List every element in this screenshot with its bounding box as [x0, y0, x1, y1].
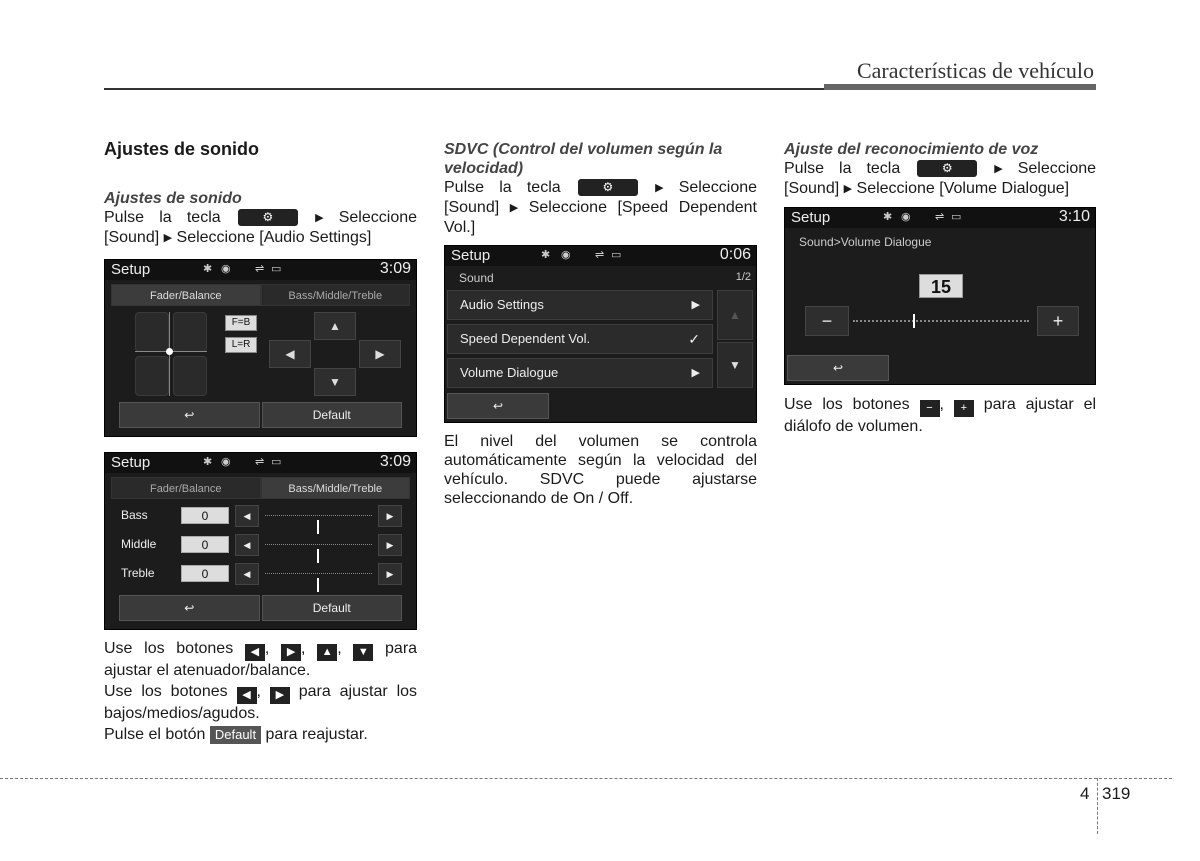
bluetooth-icon: ✱ — [203, 263, 213, 275]
screen-bass-middle-treble — [104, 452, 417, 630]
setup-key-gear-icon: ⚙ — [238, 209, 298, 226]
scroll-up-button[interactable] — [717, 290, 753, 340]
bluetooth-icon: ✱ — [541, 249, 551, 261]
tab-bass-middle-treble[interactable]: Bass/Middle/Treble — [261, 284, 411, 306]
column-sound-settings — [104, 140, 417, 248]
default-button-icon: Default — [210, 726, 261, 744]
screen-status-bar — [445, 246, 756, 266]
plus-button-icon: + — [954, 400, 974, 417]
back-button[interactable] — [119, 595, 260, 621]
left-button-icon: ◀ — [237, 687, 257, 704]
back-arrow-icon: ↩ — [492, 399, 504, 413]
screen-status-bar — [105, 260, 416, 280]
triangle-left-icon: ◀ — [285, 347, 295, 361]
usb-icon: ⇌ — [595, 249, 605, 261]
screen-title: Setup — [111, 261, 151, 278]
minus-button-icon: − — [920, 400, 940, 417]
header-accent-bar — [824, 84, 1096, 90]
triangle-up-icon: ▲ — [729, 308, 741, 322]
breadcrumb: Sound>Volume Dialogue — [799, 235, 932, 249]
sdvc-description: El nivel del volumen se controla automáticamente según la velocidad del vehículo. SDVC puede ajustarse seleccionando de On / Off. — [444, 433, 757, 507]
setup-key-gear-icon: ⚙ — [578, 179, 638, 196]
decrease-button[interactable]: ◀ — [235, 534, 259, 556]
fader-front-button[interactable] — [314, 312, 356, 340]
eq-slider-thumb[interactable] — [317, 578, 319, 592]
right-button-icon: ▶ — [281, 644, 301, 661]
seat-rear-right — [173, 356, 207, 396]
eq-value: 0 — [181, 536, 229, 553]
eq-slider-track[interactable] — [265, 573, 372, 576]
up-button-icon: ▲ — [317, 644, 337, 661]
battery-icon: ▭ — [271, 263, 282, 275]
screen-fader-balance — [104, 259, 417, 437]
page-number: 319 — [1102, 784, 1131, 803]
column-sdvc-body — [444, 432, 757, 508]
breadcrumb: Sound — [459, 271, 494, 285]
minus-button[interactable] — [805, 306, 849, 336]
increase-button[interactable]: ▶ — [378, 563, 402, 585]
screen-status-bar — [105, 453, 416, 473]
instruction-fader: Use los botones ◀ , ▶ , ▲ , ▼ para ajustar el atenuador/balance. — [104, 640, 418, 679]
battery-icon: ▭ — [611, 249, 622, 261]
menu-item-speed-dependent-vol[interactable]: Speed Dependent Vol. ✓ — [447, 324, 713, 354]
volume-slider-thumb[interactable] — [913, 314, 915, 328]
instruction-paragraph: Pulse la tecla ⚙ ▶ Seleccione [Sound] ▶ Seleccione [Speed Dependent Vol.] — [444, 179, 758, 236]
triangle-right-icon: ▶ — [843, 183, 853, 195]
usb-icon: ⇌ — [255, 456, 265, 468]
battery-icon: ▭ — [271, 456, 282, 468]
triangle-down-icon: ▼ — [329, 375, 341, 389]
instruction-paragraph: Pulse la tecla ⚙ ▶ Seleccione [Sound] ▶ Seleccione [Volume Dialogue] — [784, 160, 1097, 197]
left-button-icon: ◀ — [245, 644, 265, 661]
tab-bass-middle-treble[interactable]: Bass/Middle/Treble — [261, 477, 411, 499]
seat-front-left — [135, 312, 169, 352]
default-button[interactable]: Default — [262, 595, 403, 621]
subsection-title: Ajustes de sonido — [104, 190, 242, 207]
scroll-down-button[interactable] — [717, 342, 753, 388]
column-sound-settings-notes — [104, 639, 417, 744]
bluetooth-icon: ✱ — [883, 211, 893, 223]
setup-key-gear-icon: ⚙ — [917, 160, 977, 177]
back-button[interactable] — [447, 393, 549, 419]
plus-button[interactable] — [1037, 306, 1079, 336]
disc-icon: ◉ — [561, 249, 571, 261]
increase-button[interactable]: ▶ — [378, 534, 402, 556]
triangle-right-icon: ▶ — [375, 347, 385, 361]
tab-fader-balance[interactable]: Fader/Balance — [111, 284, 261, 306]
triangle-right-icon: ▶ — [163, 232, 173, 244]
eq-row-middle — [119, 534, 402, 556]
triangle-right-icon: ▶ — [509, 202, 519, 214]
back-arrow-icon: ↩ — [832, 361, 844, 375]
eq-row-bass — [119, 505, 402, 527]
usb-icon: ⇌ — [935, 211, 945, 223]
page-header-title: Características de vehículo — [856, 58, 1094, 83]
eq-label: Middle — [121, 537, 157, 551]
section-title: Ajustes de sonido — [104, 139, 260, 159]
back-arrow-icon: ↩ — [184, 601, 195, 615]
bluetooth-icon: ✱ — [203, 456, 213, 468]
eq-label: Bass — [121, 508, 148, 522]
screen-title: Setup — [451, 247, 491, 264]
volume-value: 15 — [919, 274, 963, 298]
eq-value: 0 — [181, 507, 229, 524]
decrease-button[interactable]: ◀ — [235, 505, 259, 527]
page-indicator: 1/2 — [735, 271, 751, 283]
eq-slider-thumb[interactable] — [317, 520, 319, 534]
seat-rear-left — [135, 356, 169, 396]
chevron-right-icon: ▶ — [691, 367, 700, 379]
right-button-icon: ▶ — [270, 687, 290, 704]
column-voice-recognition-notes — [784, 395, 1096, 436]
instruction-default: Pulse el botón Default para reajustar. — [104, 726, 368, 743]
screen-sound-menu — [444, 245, 757, 423]
instruction-paragraph: Pulse la tecla ⚙ ▶ Seleccione [Sound] ▶ Seleccione [Audio Settings] — [104, 209, 418, 246]
footer-rule — [0, 778, 1172, 779]
disc-icon: ◉ — [221, 456, 231, 468]
screen-status-bar — [785, 208, 1095, 228]
triangle-right-icon: ▶ — [994, 163, 1003, 175]
checkmark-icon[interactable]: ✓ — [688, 331, 700, 347]
usb-icon: ⇌ — [255, 263, 265, 275]
screen-title: Setup — [111, 454, 151, 471]
plus-icon: + — [1052, 311, 1064, 331]
chevron-right-icon: ▶ — [691, 299, 700, 311]
back-button[interactable] — [119, 402, 260, 428]
screen-volume-dialogue — [784, 207, 1096, 385]
tab-bar — [111, 284, 410, 306]
screen-bottom-bar — [119, 402, 402, 428]
triangle-right-icon: ▶ — [315, 212, 324, 224]
subsection-title: SDVC (Control del volumen según la velocidad) — [444, 141, 723, 177]
column-sdvc — [444, 140, 757, 237]
clock: 3:10 — [1058, 208, 1090, 225]
fader-value-label: F=B — [225, 315, 257, 331]
tab-bar — [111, 477, 410, 499]
eq-label: Treble — [121, 566, 155, 580]
fader-rear-button[interactable] — [314, 368, 356, 396]
disc-icon: ◉ — [901, 211, 911, 223]
back-button[interactable] — [787, 355, 889, 381]
screen-title: Setup — [791, 209, 831, 226]
back-arrow-icon: ↩ — [184, 408, 195, 422]
clock: 3:09 — [379, 453, 411, 470]
balance-left-button[interactable] — [269, 340, 311, 368]
battery-icon: ▭ — [951, 211, 962, 223]
minus-icon: − — [821, 311, 833, 331]
down-button-icon: ▼ — [353, 644, 373, 661]
triangle-down-icon: ▼ — [729, 358, 741, 372]
eq-slider-track[interactable] — [265, 515, 372, 518]
chapter-number: 4 — [1080, 784, 1090, 803]
subsection-title: Ajuste del reconocimiento de voz — [784, 141, 1039, 158]
column-voice-recognition — [784, 140, 1096, 199]
seat-front-right — [173, 312, 207, 352]
clock: 3:09 — [379, 260, 411, 277]
eq-row-treble — [119, 563, 402, 585]
triangle-up-icon: ▲ — [329, 319, 341, 333]
eq-value: 0 — [181, 565, 229, 582]
volume-slider-track[interactable] — [853, 320, 1029, 322]
decrease-button[interactable]: ◀ — [235, 563, 259, 585]
screen-bottom-bar — [119, 595, 402, 621]
default-button[interactable]: Default — [262, 402, 403, 428]
tab-fader-balance[interactable]: Fader/Balance — [111, 477, 261, 499]
menu-item-audio-settings[interactable]: Audio Settings ▶ — [447, 290, 713, 320]
footer-divider — [1097, 778, 1098, 834]
disc-icon: ◉ — [221, 263, 231, 275]
instruction-volume: Use los botones − , + para ajustar el diálofo de volumen. — [784, 396, 1097, 435]
increase-button[interactable]: ▶ — [378, 505, 402, 527]
eq-slider-track[interactable] — [265, 544, 372, 547]
eq-slider-thumb[interactable] — [317, 549, 319, 563]
menu-item-volume-dialogue[interactable]: Volume Dialogue ▶ — [447, 358, 713, 388]
clock: 0:06 — [719, 246, 751, 263]
instruction-eq: Use los botones ◀ , ▶ para ajustar los bajos/medios/agudos. — [104, 683, 418, 722]
balance-right-button[interactable] — [359, 340, 401, 368]
balance-point[interactable] — [166, 348, 173, 355]
balance-value-label: L=R — [225, 337, 257, 353]
triangle-right-icon: ▶ — [655, 182, 664, 194]
